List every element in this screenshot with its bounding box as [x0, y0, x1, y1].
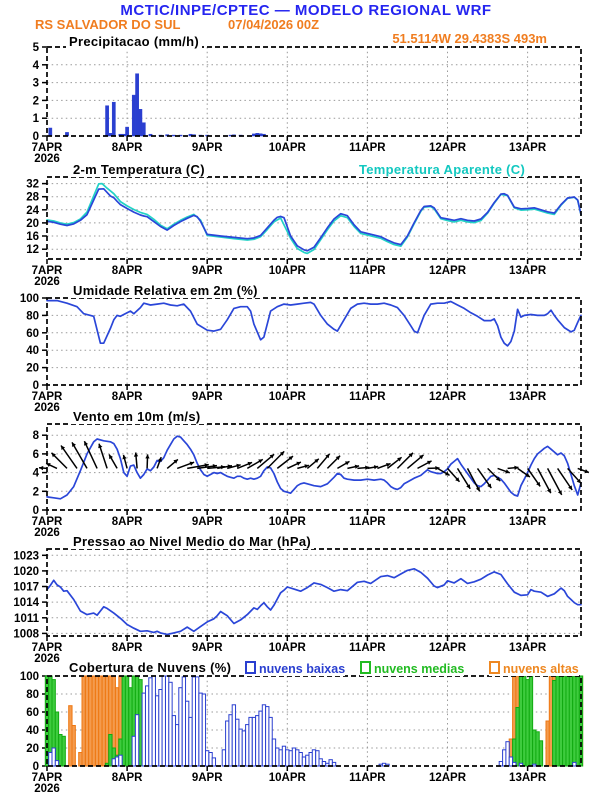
svg-text:40: 40: [26, 345, 39, 358]
svg-text:2026: 2026: [34, 527, 60, 539]
svg-text:0: 0: [32, 761, 39, 773]
svg-text:12APR: 12APR: [428, 142, 467, 154]
high-clouds-swatch-icon: [489, 661, 500, 674]
svg-text:12APR: 12APR: [428, 265, 467, 277]
svg-text:2026: 2026: [34, 402, 60, 414]
svg-text:2026: 2026: [34, 653, 60, 665]
svg-text:8APR: 8APR: [111, 516, 143, 528]
svg-text:13APR: 13APR: [509, 642, 547, 654]
svg-text:20: 20: [26, 362, 39, 375]
svg-text:4: 4: [32, 59, 39, 72]
svg-text:12APR: 12APR: [428, 516, 467, 528]
panel-title-wind: Vento em 10m (m/s): [70, 410, 204, 424]
svg-text:100: 100: [19, 671, 39, 683]
run-datetime: 07/04/2026 00Z: [228, 17, 320, 32]
svg-text:10APR: 10APR: [268, 142, 306, 154]
low-clouds-swatch-icon: [245, 661, 256, 674]
svg-text:11APR: 11APR: [349, 772, 386, 784]
svg-text:9APR: 9APR: [191, 391, 223, 403]
legend-label: nuvens baixas: [259, 662, 346, 676]
svg-text:12APR: 12APR: [428, 642, 467, 654]
svg-text:2: 2: [32, 486, 39, 499]
page-title: MCTIC/INPE/CPTEC — MODELO REGIONAL WRF: [120, 2, 492, 19]
legend-label: nuvens altas: [503, 662, 579, 676]
svg-text:8: 8: [32, 430, 39, 443]
svg-text:5: 5: [32, 42, 39, 54]
svg-text:100: 100: [19, 293, 39, 305]
svg-text:8APR: 8APR: [111, 642, 143, 654]
svg-text:7APR: 7APR: [31, 265, 63, 277]
svg-text:13APR: 13APR: [509, 391, 547, 403]
svg-text:80: 80: [26, 689, 39, 701]
svg-text:13APR: 13APR: [509, 516, 547, 528]
svg-text:7APR: 7APR: [31, 142, 63, 154]
svg-text:11APR: 11APR: [349, 265, 386, 277]
svg-text:2026: 2026: [34, 276, 60, 288]
panel-title-cloud-cover: Cobertura de Nuvens (%): [66, 661, 234, 675]
svg-text:7APR: 7APR: [31, 642, 63, 654]
svg-text:6: 6: [32, 448, 39, 461]
svg-text:10APR: 10APR: [268, 642, 306, 654]
svg-text:12: 12: [26, 244, 39, 257]
svg-text:80: 80: [26, 310, 39, 323]
svg-text:11APR: 11APR: [349, 642, 386, 654]
svg-text:1011: 1011: [14, 612, 39, 625]
legend-item-low-clouds: [245, 661, 345, 676]
svg-text:12APR: 12APR: [428, 391, 467, 403]
svg-text:2026: 2026: [34, 153, 60, 165]
svg-text:8APR: 8APR: [111, 391, 143, 403]
panel-title-precipitation: Precipitacao (mm/h): [66, 35, 202, 49]
svg-text:7APR: 7APR: [31, 772, 63, 784]
svg-text:9APR: 9APR: [191, 516, 223, 528]
svg-text:13APR: 13APR: [509, 142, 547, 154]
station-coordinates: 51.5114W 29.4383S 493m: [392, 31, 547, 46]
svg-text:20: 20: [26, 217, 39, 230]
mid-clouds-swatch-icon: [360, 661, 371, 674]
svg-text:10APR: 10APR: [268, 772, 306, 784]
svg-text:28: 28: [26, 191, 39, 204]
svg-text:10APR: 10APR: [268, 516, 306, 528]
svg-text:0: 0: [32, 131, 39, 143]
svg-text:13APR: 13APR: [509, 265, 547, 277]
svg-text:9APR: 9APR: [191, 142, 223, 154]
svg-text:0: 0: [32, 505, 39, 517]
svg-text:0: 0: [32, 380, 39, 392]
svg-text:1014: 1014: [13, 597, 39, 610]
svg-text:16: 16: [26, 231, 39, 243]
svg-text:10APR: 10APR: [268, 391, 306, 403]
svg-text:60: 60: [26, 327, 39, 340]
svg-text:8APR: 8APR: [111, 142, 143, 154]
svg-text:1017: 1017: [13, 581, 39, 594]
legend-item-mid-clouds: [360, 661, 464, 676]
svg-text:7APR: 7APR: [31, 391, 63, 403]
panel-title-temperature: 2-m Temperatura (C): [70, 163, 208, 177]
svg-text:8APR: 8APR: [111, 265, 143, 277]
svg-text:9APR: 9APR: [191, 772, 223, 784]
svg-text:13APR: 13APR: [509, 772, 547, 784]
svg-text:11APR: 11APR: [349, 516, 386, 528]
legend-label: nuvens medias: [374, 662, 465, 676]
legend-item-high-clouds: [489, 661, 579, 676]
svg-text:60: 60: [26, 707, 39, 719]
svg-text:4: 4: [32, 467, 39, 480]
svg-text:11APR: 11APR: [349, 142, 386, 154]
svg-text:20: 20: [26, 743, 39, 755]
svg-text:8APR: 8APR: [111, 772, 143, 784]
svg-text:24: 24: [26, 204, 39, 217]
svg-text:12APR: 12APR: [428, 772, 467, 784]
panel-title-humidity: Umidade Relativa em 2m (%): [70, 284, 261, 298]
svg-text:1008: 1008: [13, 628, 39, 641]
svg-text:9APR: 9APR: [191, 265, 223, 277]
svg-text:11APR: 11APR: [349, 391, 386, 403]
panel-title-apparent-temperature: Temperatura Aparente (C): [356, 163, 528, 177]
svg-text:1023: 1023: [13, 550, 39, 563]
svg-text:10APR: 10APR: [268, 265, 306, 277]
svg-text:1020: 1020: [13, 565, 39, 578]
svg-text:1: 1: [32, 113, 39, 126]
svg-text:9APR: 9APR: [191, 642, 223, 654]
svg-text:2: 2: [32, 95, 39, 108]
svg-text:7APR: 7APR: [31, 516, 63, 528]
svg-text:40: 40: [26, 725, 39, 737]
svg-text:32: 32: [26, 178, 39, 191]
svg-text:2026: 2026: [34, 783, 60, 792]
svg-text:3: 3: [32, 77, 39, 90]
panel-title-pressure: Pressao ao Nivel Medio do Mar (hPa): [70, 535, 314, 549]
station-name: RS SALVADOR DO SUL: [35, 17, 181, 32]
